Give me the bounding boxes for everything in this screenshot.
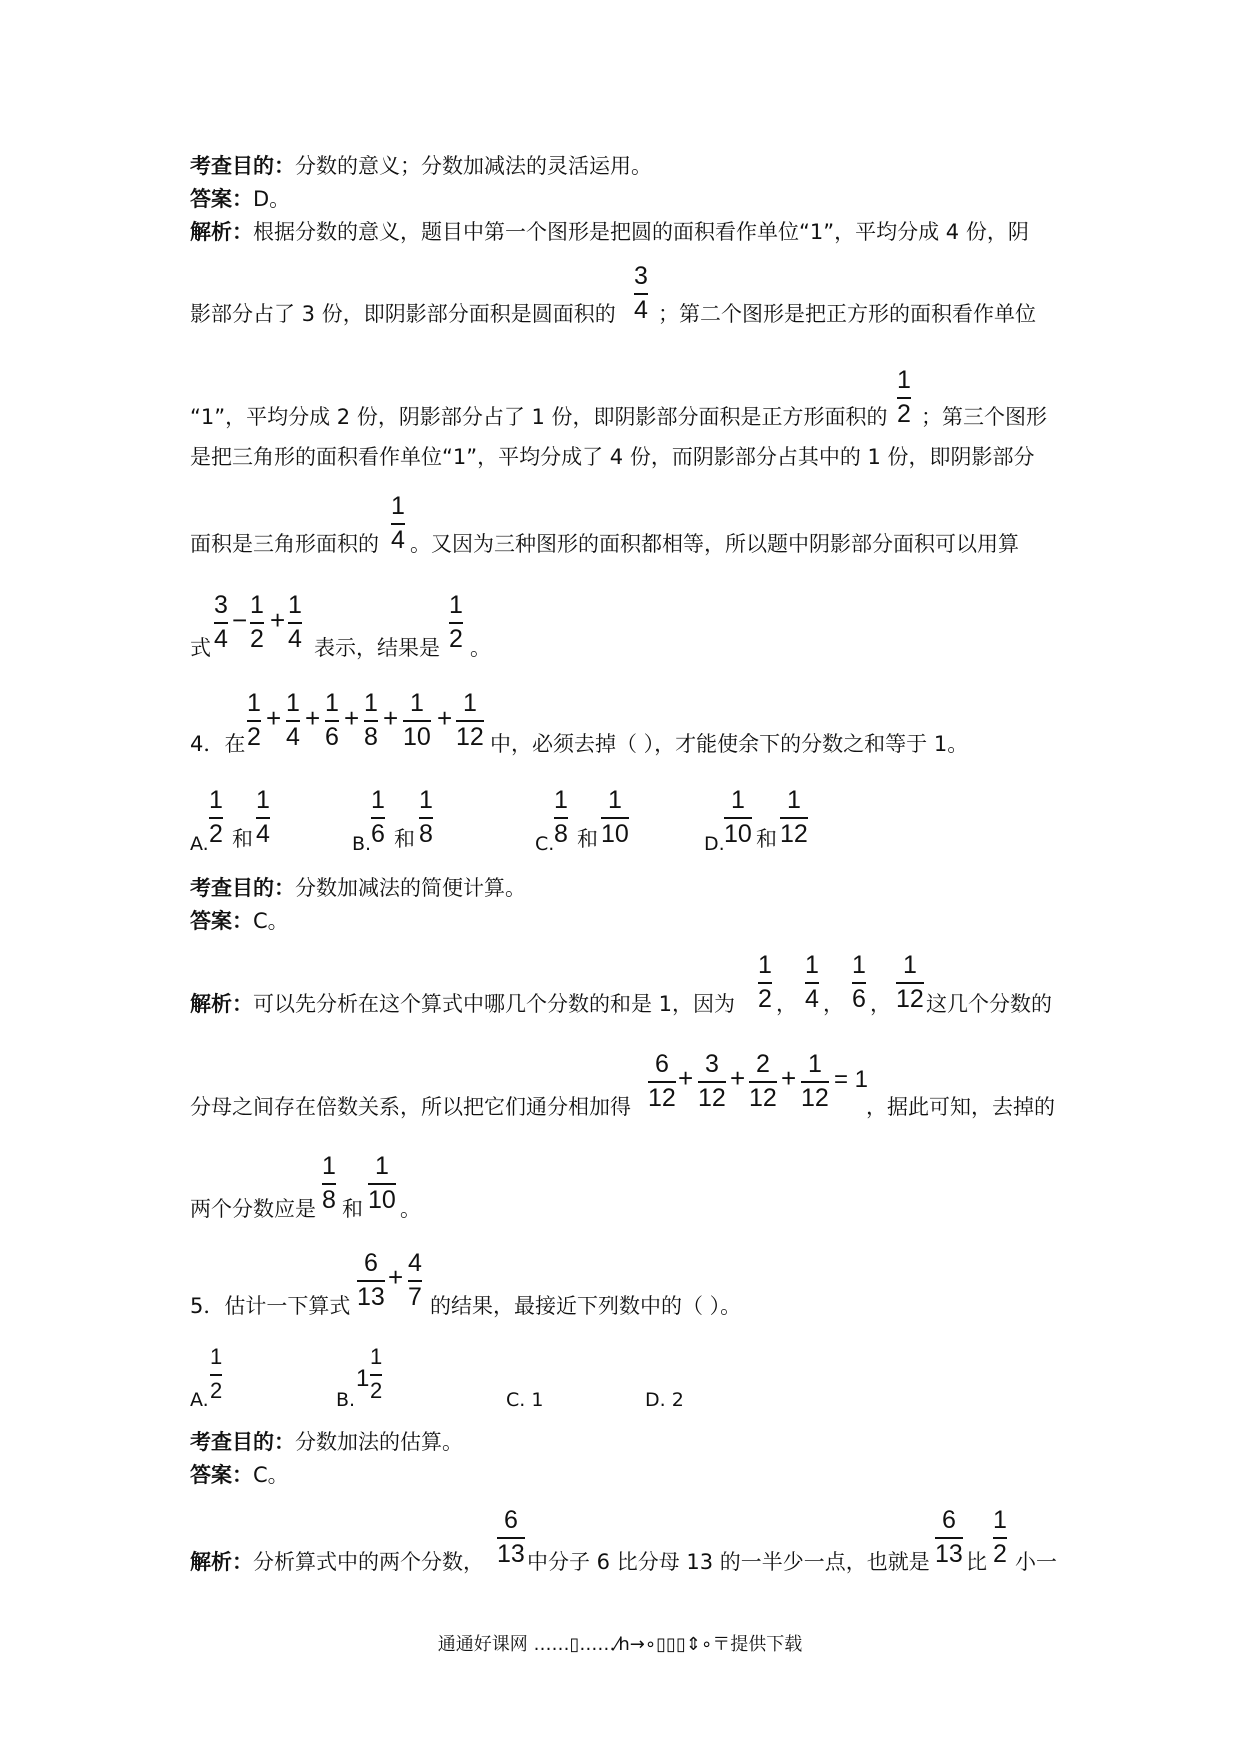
text: 面积是三角形面积的 [190,532,379,556]
fraction-bar [408,1280,422,1282]
plus-sign: + [730,1063,746,1093]
purpose-label: 考查目的： [190,876,295,900]
denominator: 2 [247,722,261,751]
fraction-bar [749,1081,777,1083]
text: 4．在 [190,732,246,756]
plus-sign: + [270,605,286,635]
text: 可以先分析在这个算式中哪几个分数的和是 1，因为 [253,992,736,1016]
comma: ， [823,992,844,1016]
q4-stem-prefix [190,730,245,758]
plus-sign: + [383,703,399,733]
denominator: 12 [896,984,924,1013]
numerator: 1 [993,1506,1007,1534]
denominator: 2 [449,624,463,653]
q3-analysis-line-6c [470,634,491,662]
fraction-1-12 [896,951,924,1013]
plus-sign: + [678,1063,694,1093]
numerator: 6 [654,1050,669,1078]
fraction-1-10 [403,689,431,751]
q3-analysis-line-1 [190,218,1029,246]
denominator: 10 [403,722,431,751]
option-join: 和 [577,827,598,851]
fraction-1-2 [250,591,264,653]
fraction-bar [897,397,911,399]
fraction-bar [364,720,378,722]
purpose-label: 考查目的： [190,1430,295,1454]
fraction-1-6 [325,689,339,751]
fraction-1-2 [897,366,911,428]
purpose-text: 分数的意义；分数加减法的灵活运用。 [295,154,652,178]
q4-purpose-line [190,874,526,902]
fraction-bar [805,982,819,984]
fraction-bar [286,720,300,722]
q3-analysis-line-3b [921,403,1047,431]
fraction-1-4 [288,591,302,653]
q3-analysis-line-4 [190,443,1035,471]
fraction-1-12 [456,689,484,751]
text: ；第三个图形 [921,405,1047,429]
option-join: 和 [756,827,777,851]
answer-label: 答案： [190,909,253,933]
denominator: 4 [391,525,405,554]
fraction-bar [325,720,339,722]
numerator: 1 [409,689,424,717]
fraction-bar [210,1374,222,1376]
denominator: 10 [368,1185,396,1214]
fraction-1-8 [322,1152,336,1214]
denominator: 8 [322,1185,336,1214]
page-footer: 通通好课网 ……▯……⁄h→∘▯▯▯⇕∘〒提供下载 [437,1634,803,1655]
numerator: 1 [554,786,568,814]
denominator: 12 [648,1083,676,1112]
fraction-1-2 [210,1343,222,1405]
fraction-6-12 [648,1050,676,1112]
numerator: 1 [786,786,801,814]
text: 分析算式中的两个分数， [253,1550,484,1574]
fraction-1-2 [247,689,261,751]
numerator: 1 [247,689,261,717]
numerator: 1 [374,1152,389,1180]
numerator: 1 [607,786,622,814]
q5-stem-suffix: 的结果，最接近下列数中的（ ）。 [430,1294,742,1318]
purpose-label: 考查目的： [190,154,295,178]
fraction-1-2 [370,1343,382,1405]
equals-one: = 1 [834,1066,869,1093]
denominator: 6 [371,819,385,848]
q3-analysis-line-2 [190,300,616,328]
fraction-1-2 [993,1506,1007,1568]
fraction-bar [758,982,772,984]
numerator: 1 [462,689,477,717]
answer-label: 答案： [190,1463,253,1487]
denominator: 4 [288,624,302,653]
q3-analysis-line-6b [314,634,440,662]
numerator: 1 [210,1344,223,1369]
fraction-bar [780,817,808,819]
numerator: 1 [288,591,302,619]
plus-sign: + [437,703,453,733]
numerator: 1 [730,786,745,814]
denominator: 7 [408,1282,422,1311]
analysis-label: 解析： [190,220,253,244]
text: 。 [470,636,491,660]
q5-option-b[interactable]: B. [336,1389,356,1411]
fraction-bar [724,817,752,819]
q5-stem-prefix: 5．估计一下算式 [190,1294,351,1318]
numerator: 1 [371,786,385,814]
analysis-text: 影部分占了 3 份，即阴影部分面积是圆面积的 [190,302,616,326]
fraction-bar [497,1537,525,1539]
text: 中，必须去掉（ ），才能使余下的分数之和等于 1。 [490,732,969,756]
analysis-label: 解析： [190,1550,253,1574]
q5-option-c[interactable]: C. 1 [506,1389,544,1411]
q4-option-d[interactable]: D. [704,833,725,855]
q4-analysis-line-2: 分母之间存在倍数关系，所以把它们通分相加得 [190,1095,631,1119]
comma: ， [776,992,797,1016]
plus-sign: + [388,1262,404,1292]
fraction-bar [357,1280,385,1282]
answer-label: 答案： [190,187,253,211]
numerator: 1 [902,951,917,979]
plus-sign: + [266,703,282,733]
numerator: 6 [503,1506,518,1534]
denominator: 12 [456,722,484,751]
fraction-3-12 [698,1050,726,1112]
fraction-3-4 [634,262,648,324]
fraction-6-13 [357,1249,385,1311]
text: 是把三角形的面积看作单位“1”，平均分成了 4 份，而阴影部分占其中的 1 份，即阴影部分 [190,445,1035,469]
q5-analysis-line-1 [190,1548,484,1576]
numerator: 1 [256,786,270,814]
numerator: 1 [758,951,772,979]
mixed-whole: 1 [356,1365,370,1392]
analysis-text: ，据此可知，去掉的 [866,1095,1055,1119]
text: 表示，结果是 [314,636,440,660]
numerator: 1 [250,591,264,619]
fraction-bar [368,1183,396,1185]
fraction-1-4 [805,951,819,1013]
fraction-bar [634,293,648,295]
denominator: 13 [935,1539,963,1568]
denominator: 12 [801,1083,829,1112]
purpose-text: 分数加减法的简便计算。 [295,876,526,900]
denominator: 6 [325,722,339,751]
q4-option-a[interactable]: A. [190,833,209,855]
denominator: 8 [554,819,568,848]
numerator: 1 [364,689,378,717]
numerator: 4 [408,1249,422,1277]
fraction-1-2 [758,951,772,1013]
fraction-bar [449,622,463,624]
denominator: 12 [698,1083,726,1112]
minus-sign: − [232,605,248,635]
q4-stem-suffix [490,730,968,758]
fraction-1-10 [724,786,752,848]
q4-analysis-line-3: 两个分数应是 [190,1197,316,1221]
fraction-bar [214,622,228,624]
fraction-bar [601,817,629,819]
fraction-6-13 [935,1506,963,1568]
q4-answer-line [190,907,289,935]
plus-sign: + [305,703,321,733]
denominator: 13 [357,1282,385,1311]
text: 式 [190,636,211,660]
fraction-6-13 [497,1506,525,1568]
numerator: 1 [897,366,911,394]
analysis-text: 和 [342,1197,363,1221]
fraction-bar [852,982,866,984]
denominator: 2 [758,984,772,1013]
denominator: 12 [780,819,808,848]
q4-option-b[interactable]: B. [352,833,372,855]
denominator: 4 [214,624,228,653]
purpose-text: 分数加法的估算。 [295,1430,463,1454]
text: “1”，平均分成 2 份，阴影部分占了 1 份，即阴影部分面积是正方形面积的 [190,405,888,429]
fraction-1-4 [256,786,270,848]
fraction-bar [935,1537,963,1539]
q3-analysis-line-3 [190,403,888,431]
fraction-bar [288,622,302,624]
fraction-1-4 [286,689,300,751]
text: ；第二个图形是把正方形的面积看作单位 [658,302,1036,326]
fraction-bar [648,1081,676,1083]
q5-answer-line [190,1461,289,1489]
fraction-bar [256,817,270,819]
fraction-bar [250,622,264,624]
q3-answer-line [190,185,290,213]
fraction-bar [419,817,433,819]
fraction-1-12 [801,1050,829,1112]
q5-option-d[interactable]: D. 2 [645,1389,684,1411]
numerator: 1 [449,591,463,619]
denominator: 2 [370,1377,383,1403]
denominator: 2 [210,1377,223,1403]
analysis-text: 。 [400,1197,421,1221]
answer-text: D。 [253,187,291,211]
fraction-3-4 [214,591,228,653]
fraction-2-12 [749,1050,777,1112]
numerator: 1 [209,786,223,814]
fraction-bar [896,982,924,984]
numerator: 1 [286,689,300,717]
numerator: 2 [755,1050,770,1078]
fraction-1-8 [554,786,568,848]
q3-analysis-line-5b [410,530,1019,558]
numerator: 1 [322,1152,336,1180]
plus-sign: + [781,1063,797,1093]
fraction-bar [371,817,385,819]
text: 。又因为三种图形的面积都相等，所以题中阴影部分面积可以用算 [410,532,1019,556]
denominator: 4 [256,819,270,848]
denominator: 10 [724,819,752,848]
denominator: 4 [634,295,648,324]
numerator: 1 [325,689,339,717]
numerator: 1 [391,492,405,520]
denominator: 6 [852,984,866,1013]
q4-option-c[interactable]: C. [535,833,555,855]
fraction-1-2 [209,786,223,848]
fraction-1-8 [419,786,433,848]
denominator: 8 [364,722,378,751]
fraction-1-4 [391,492,405,554]
fraction-bar [403,720,431,722]
fraction-1-8 [364,689,378,751]
numerator: 3 [704,1050,719,1078]
fraction-bar [801,1081,829,1083]
fraction-bar [993,1537,1007,1539]
fraction-1-12 [780,786,808,848]
fraction-bar [554,817,568,819]
comma: ， [870,992,891,1016]
fraction-bar [247,720,261,722]
option-join: 和 [394,827,415,851]
denominator: 2 [209,819,223,848]
fraction-bar [391,523,405,525]
numerator: 6 [941,1506,956,1534]
fraction-1-6 [371,786,385,848]
analysis-label: 解析： [190,992,253,1016]
denominator: 4 [286,722,300,751]
q3-analysis-line-2b [658,300,1036,328]
fraction-1-10 [601,786,629,848]
denominator: 13 [497,1539,525,1568]
fraction-bar [209,817,223,819]
numerator: 6 [363,1249,378,1277]
fraction-1-6 [852,951,866,1013]
analysis-text: 中分子 6 比分母 13 的一半少一点，也就是 [527,1550,930,1574]
numerator: 1 [419,786,433,814]
analysis-text: 小一 [1015,1550,1057,1574]
denominator: 8 [419,819,433,848]
plus-sign: + [344,703,360,733]
q4-analysis-line-1 [190,990,735,1018]
numerator: 1 [370,1344,383,1369]
numerator: 1 [807,1050,822,1078]
q5-purpose-line [190,1428,463,1456]
fraction-bar [322,1183,336,1185]
analysis-text: 比 [966,1550,987,1574]
numerator: 3 [214,591,228,619]
fraction-1-2 [449,591,463,653]
q3-analysis-line-6 [190,634,211,662]
fraction-1-10 [368,1152,396,1214]
analysis-text: 根据分数的意义，题目中第一个图形是把圆的面积看作单位“1”，平均分成 4 份，阴 [253,220,1029,244]
fraction-bar [370,1374,382,1376]
denominator: 2 [897,399,911,428]
analysis-text: 这几个分数的 [926,992,1052,1016]
numerator: 3 [634,262,648,290]
fraction-bar [698,1081,726,1083]
denominator: 4 [805,984,819,1013]
q3-analysis-line-5 [190,530,379,558]
answer-text: C。 [253,909,289,933]
fraction-bar [456,720,484,722]
option-join: 和 [232,827,253,851]
fraction-4-7 [408,1249,422,1311]
denominator: 2 [250,624,264,653]
q5-option-a[interactable]: A. [190,1389,209,1411]
denominator: 2 [993,1539,1007,1568]
numerator: 1 [805,951,819,979]
numerator: 1 [852,951,866,979]
q3-purpose-line [190,152,652,180]
denominator: 10 [601,819,629,848]
denominator: 12 [749,1083,777,1112]
answer-text: C。 [253,1463,289,1487]
